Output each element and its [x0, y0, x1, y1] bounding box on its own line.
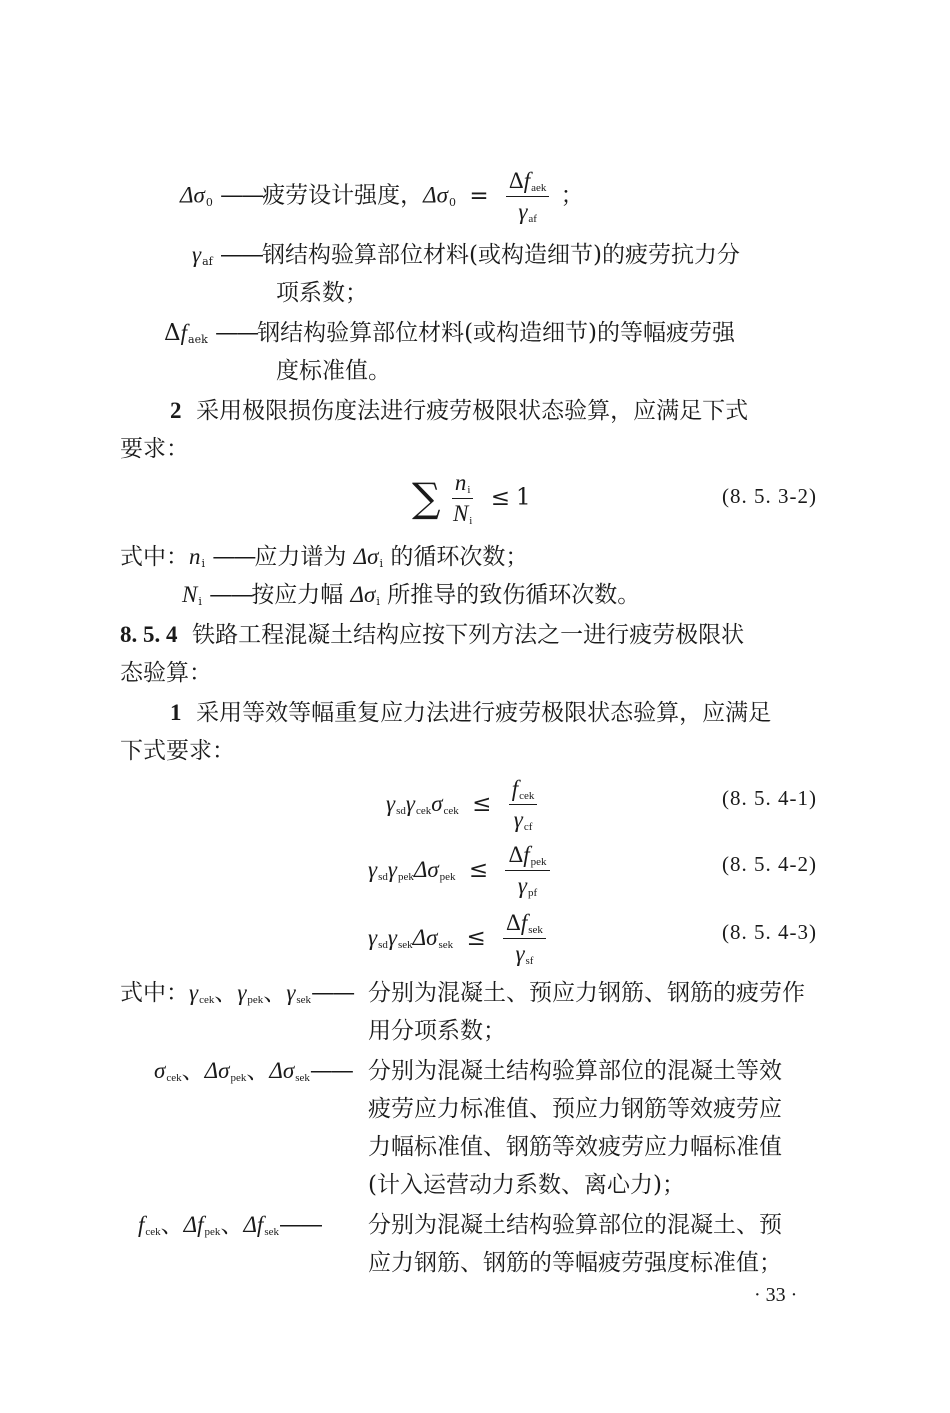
gamma: γ [386, 790, 396, 816]
denominator [453, 499, 472, 528]
subscript: sek [296, 994, 312, 1006]
N: N [452, 500, 469, 526]
item-number: 2 [170, 398, 182, 423]
denominator [514, 805, 533, 834]
symbol: N [182, 582, 198, 607]
def-gamma-af-cont: 项系数； [276, 280, 368, 306]
def-delta-f-aek [164, 314, 735, 347]
gamma: γ [517, 872, 527, 898]
equation-number: (8. 5. 4-1) [722, 786, 817, 810]
symbol: n [189, 544, 201, 569]
where-sigma-text-cont: 疲劳应力标准值、预应力钢筋等效疲劳应 [368, 1096, 782, 1122]
subscript: af [528, 212, 537, 225]
em-dash: —— [309, 1058, 352, 1084]
section-text: 铁路工程混凝土结构应按下列方法之一进行疲劳极限状 [192, 622, 745, 648]
page-number: · 33 · [754, 1284, 798, 1306]
sum-symbol: ∑ [412, 475, 441, 522]
where-sigma-text-cont: 力幅标准值、钢筋等效疲劳应力幅标准值 [368, 1134, 782, 1160]
definition-text: 所推导的致伤循环次数。 [387, 582, 641, 608]
gamma: γ [518, 198, 528, 224]
delta-sigma: Δσ [269, 1058, 295, 1083]
definition-text: 的循环次数； [390, 544, 529, 570]
f: f [523, 168, 531, 193]
subscript: i [376, 595, 380, 608]
item-2-cont: 要求： [120, 436, 189, 462]
numerator [505, 842, 549, 871]
gamma: γ [237, 980, 247, 1005]
delta-f: Δf [243, 1212, 264, 1237]
subscript: pek [530, 856, 547, 868]
fraction [506, 168, 549, 225]
subscript: cek [519, 790, 535, 802]
symbol: f [180, 320, 188, 345]
definition-text: 钢结构验算部位材料(或构造细节)的等幅疲劳强 [257, 320, 736, 346]
denominator [515, 939, 533, 968]
equation-8-5-4-1 [386, 776, 541, 833]
section-8-5-4 [120, 616, 744, 649]
denominator [518, 197, 537, 226]
numerator [452, 470, 474, 499]
numerator [509, 776, 538, 805]
where-N-i [182, 576, 640, 609]
f: f [520, 910, 528, 935]
where-prefix: 式中： [120, 980, 189, 1006]
subscript: sek [528, 924, 543, 936]
where-f-text-cont: 应力钢筋、钢筋的等幅疲劳强度标准值； [368, 1250, 782, 1276]
def-gamma-af [192, 236, 740, 269]
numerator [506, 168, 549, 197]
equation-number: (8. 5. 4-3) [722, 920, 817, 944]
delta-sigma: Δσ [204, 1058, 230, 1083]
denominator [518, 871, 537, 900]
equation-number: (8. 5. 3-2) [722, 484, 817, 508]
subscript: aek [188, 333, 208, 346]
separator: 、 [160, 1212, 184, 1238]
equals-sign: = [469, 182, 489, 209]
item-2 [170, 392, 748, 425]
numerator [503, 910, 546, 939]
fraction [452, 470, 474, 527]
subscript: aek [531, 182, 547, 194]
section-number: 8. 5. 4 [120, 622, 178, 647]
delta-f: Δf [183, 1212, 204, 1237]
definition-text: 按应力幅 [251, 582, 344, 608]
semicolon: ； [560, 182, 584, 209]
delta: Δ [508, 168, 524, 193]
separator: 、 [220, 1212, 244, 1238]
sigma: σ [154, 1058, 166, 1083]
symbol: Δσ [353, 544, 379, 569]
subscript: cek [145, 1226, 161, 1238]
em-dash: —— [209, 582, 252, 608]
equation-number: (8. 5. 4-2) [722, 852, 817, 876]
subscript: 0 [205, 195, 213, 209]
symbol: Δσ [180, 182, 205, 208]
item-text: 采用等效等幅重复应力法进行疲劳极限状态验算，应满足 [196, 700, 772, 726]
f: f [138, 1212, 145, 1237]
f: f [523, 842, 530, 867]
symbol: γ [192, 242, 202, 267]
leq-sign: ≤ [472, 790, 492, 817]
where-gamma-text-cont: 用分项系数； [368, 1018, 506, 1044]
item-1 [170, 694, 771, 727]
where-f-text: 分别为混凝土结构验算部位的混凝土、预 [368, 1212, 782, 1238]
where-sigma-text-cont: (计入运营动力系数、离心力)； [368, 1172, 685, 1198]
section-8-5-4-cont: 态验算： [120, 660, 212, 686]
definition-text: 疲劳设计强度， [262, 182, 424, 209]
separator: 、 [246, 1058, 270, 1084]
subscript: pek [204, 1226, 221, 1238]
delta: Δ [164, 320, 181, 346]
gamma: γ [387, 856, 397, 882]
subscript: cek [415, 804, 432, 817]
leq-sign: ≤ [490, 484, 511, 511]
subscript: sd [396, 804, 406, 817]
gamma: γ [189, 980, 199, 1005]
item-1-cont: 下式要求： [120, 738, 235, 764]
subscript: i [379, 557, 384, 570]
fraction [503, 910, 546, 967]
subscript: sf [525, 954, 534, 967]
em-dash: —— [220, 182, 263, 209]
where-prefix: 式中： [120, 544, 189, 570]
gamma: γ [368, 924, 378, 950]
subscript: sd [378, 870, 388, 883]
equation-8-5-4-2 [368, 842, 554, 899]
delta: Δ [506, 910, 521, 935]
separator: 、 [263, 980, 287, 1006]
leq-sign: ≤ [466, 924, 486, 951]
subscript: i [198, 595, 202, 608]
subscript: sek [295, 1072, 310, 1084]
separator: 、 [181, 1058, 205, 1084]
subscript: sek [438, 938, 454, 951]
where-gamma-factors [120, 974, 353, 1007]
subscript: af [202, 255, 213, 268]
one: 1 [516, 484, 531, 511]
subscript: cf [523, 820, 533, 833]
subscript: i [201, 557, 206, 570]
equation-8-5-3-2 [412, 470, 531, 527]
subscript: cek [443, 804, 459, 817]
def-delta-sigma0 [180, 168, 584, 225]
separator: 、 [214, 980, 238, 1006]
subscript: cek [199, 994, 215, 1006]
subscript: pek [230, 1072, 247, 1084]
gamma: γ [405, 790, 415, 816]
gamma: γ [368, 856, 378, 882]
where-f-values [138, 1206, 321, 1239]
item-number: 1 [170, 700, 182, 725]
delta-sigma: Δσ [412, 924, 438, 950]
em-dash: —— [279, 1212, 321, 1238]
delta: Δ [508, 842, 524, 867]
subscript: pf [527, 886, 538, 899]
subscript: pek [247, 994, 264, 1006]
delta-sigma: Δσ [413, 856, 439, 882]
fraction [509, 776, 538, 833]
definition-text: 应力谱为 [254, 544, 347, 570]
f: f [511, 776, 519, 801]
subscript: pek [439, 870, 456, 883]
subscript: 0 [449, 195, 456, 209]
symbol: Δσ [350, 582, 376, 607]
subscript: i [469, 514, 473, 527]
em-dash: —— [212, 544, 255, 570]
where-sigma-values [154, 1052, 352, 1085]
fraction [505, 842, 549, 899]
def-delta-f-aek-cont: 度标准值。 [276, 358, 391, 384]
em-dash: —— [311, 980, 354, 1006]
gamma: γ [387, 924, 397, 950]
sigma: σ [431, 790, 443, 816]
gamma: γ [286, 980, 296, 1005]
em-dash: —— [215, 320, 258, 346]
subscript: sek [264, 1226, 279, 1238]
gamma: γ [513, 806, 523, 832]
gamma: γ [515, 940, 525, 966]
where-sigma-text: 分别为混凝土结构验算部位的混凝土等效 [368, 1058, 782, 1084]
leq-sign: ≤ [468, 856, 489, 883]
symbol: Δσ [423, 182, 448, 208]
where-n-i [120, 538, 528, 571]
subscript: pek [397, 870, 414, 883]
subscript: i [467, 484, 471, 496]
n: n [454, 470, 467, 495]
em-dash: —— [220, 242, 263, 268]
subscript: cek [166, 1072, 182, 1084]
equation-8-5-4-3 [368, 910, 550, 967]
subscript: sek [397, 938, 413, 951]
subscript: sd [378, 938, 388, 951]
where-gamma-text: 分别为混凝土、预应力钢筋、钢筋的疲劳作 [368, 980, 805, 1006]
definition-text: 钢结构验算部位材料(或构造细节)的疲劳抗力分 [262, 242, 740, 268]
item-text: 采用极限损伤度法进行疲劳极限状态验算，应满足下式 [196, 398, 749, 424]
